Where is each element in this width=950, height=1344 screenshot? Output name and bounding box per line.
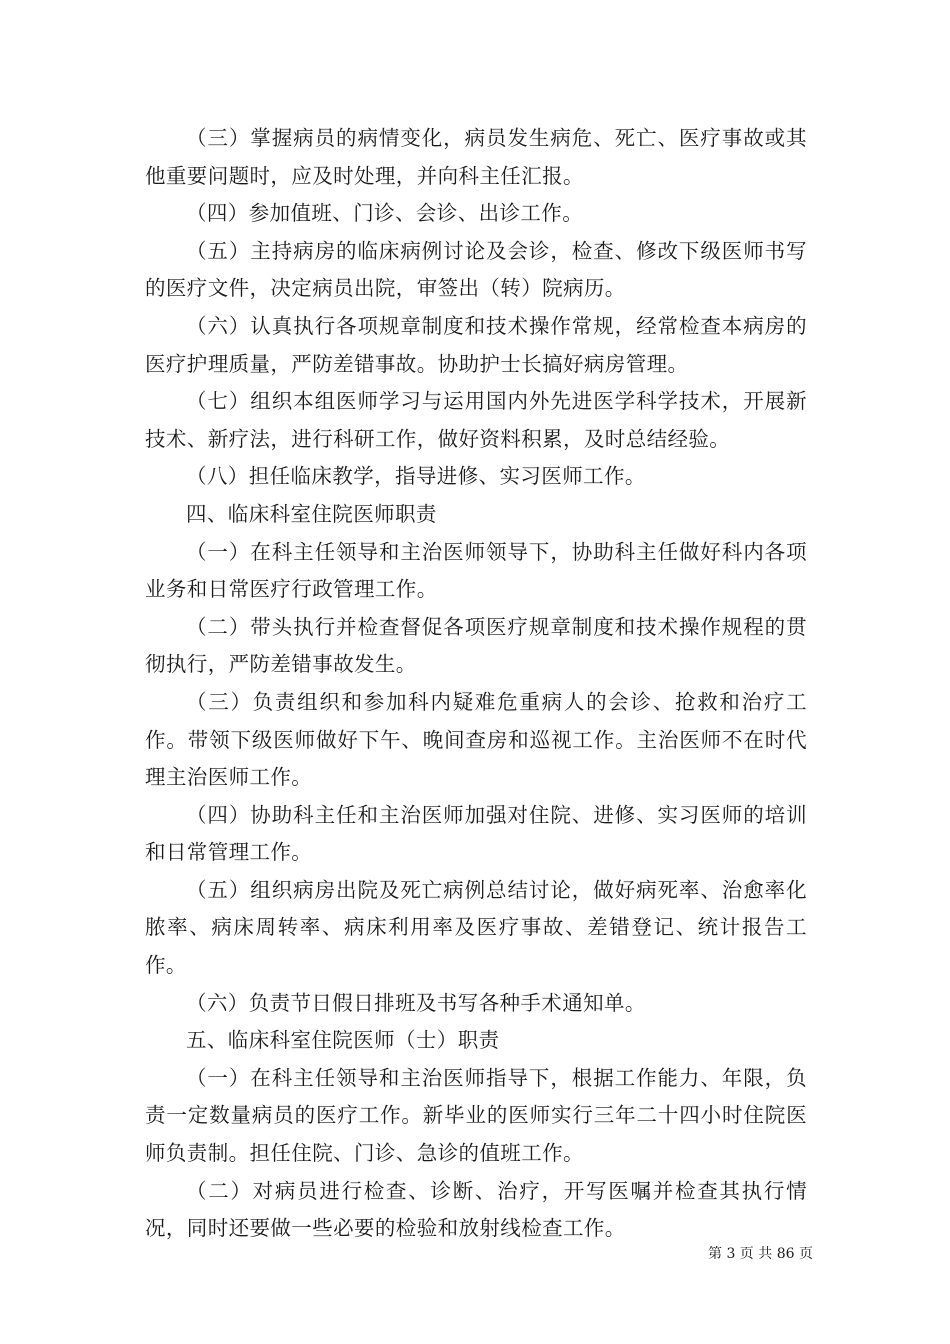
paragraph: （二）带头执行并检查督促各项医疗规章制度和技术操作规程的贯彻执行，严防差错事故发生。	[145, 614, 807, 677]
paragraph: （五）组织病房出院及死亡病例总结讨论，做好病死率、治愈率化脓率、病床周转率、病床利用率及医疗事故、差错登记、统计报告工作。	[145, 877, 807, 978]
paragraph: （二）对病员进行检查、诊断、治疗，开写医嘱并检查其执行情况，同时还要做一些必要的检验和放射线检查工作。	[145, 1178, 807, 1241]
paragraph: （六）负责节日假日排班及书写各种手术通知单。	[186, 990, 646, 1015]
paragraph: （四）参加值班、门诊、会诊、出诊工作。	[186, 201, 584, 226]
document-body	[145, 120, 807, 1248]
section-heading: 四、临床科室住院医师职责	[186, 501, 437, 526]
paragraph: （六）认真执行各项规章制度和技术操作常规，经常检查本病房的医疗护理质量，严防差错事故。协助护士长搞好病房管理。	[145, 313, 807, 376]
paragraph: （八）担任临床教学，指导进修、实习医师工作。	[186, 464, 646, 489]
paragraph: （一）在科主任领导和主治医师领导下，协助科主任做好科内各项业务和日常医疗行政管理工作。	[145, 539, 807, 602]
paragraph: （七）组织本组医师学习与运用国内外先进医学科学技术，开展新技术、新疗法，进行科研工作，做好资料积累，及时总结经验。	[145, 389, 807, 451]
paragraph: （一）在科主任领导和主治医师指导下，根据工作能力、年限，负责一定数量病员的医疗工作。新毕业的医师实行三年二十四小时住院医师负责制。担任住院、门诊、急诊的值班工作。	[145, 1065, 807, 1166]
paragraph: （三）掌握病员的病情变化，病员发生病危、死亡、医疗事故或其他重要问题时，应及时处理，并向科主任汇报。	[145, 126, 807, 188]
paragraph: （三）负责组织和参加科内疑难危重病人的会诊、抢救和治疗工作。带领下级医师做好下午、晚间查房和巡视工作。主治医师不在时代理主治医师工作。	[145, 689, 807, 790]
section-heading: 五、临床科室住院医师（士）职责	[186, 1028, 500, 1053]
page-number: 第 3 页 共 86 页	[708, 1246, 813, 1262]
paragraph: （五）主持病房的临床病例讨论及会诊，检查、修改下级医师书写的医疗文件，决定病员出院，审签出（转）院病历。	[145, 238, 807, 301]
paragraph: （四）协助科主任和主治医师加强对住院、进修、实习医师的培训和日常管理工作。	[145, 802, 807, 865]
